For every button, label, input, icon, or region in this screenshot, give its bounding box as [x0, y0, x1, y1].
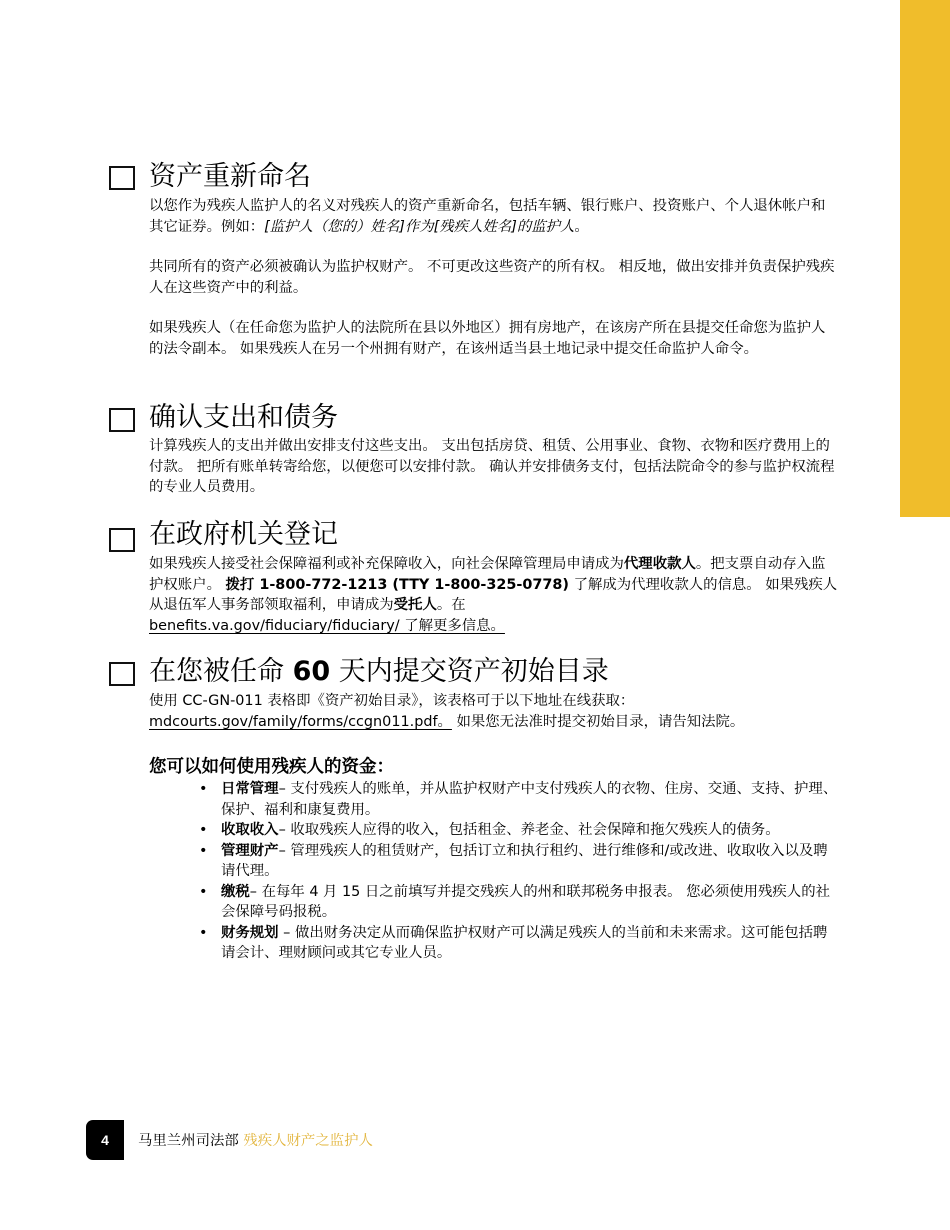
bullet-icon: •	[199, 924, 208, 941]
footer-doc-title: 残疾人财产之监护人	[243, 1133, 373, 1149]
expenses-checkbox[interactable]	[109, 408, 135, 432]
retitle-paragraph-3: 如果残疾人（在任命您为监护人的法院所在县以外地区）拥有房地产，在该房产所在县提交任命您为监护人的法令副本。 如果残疾人在另一个州拥有财产，在该州适当县土地记录中提交任命监护人命令。	[149, 320, 826, 357]
expenses-heading: 确认支出和债务	[149, 402, 338, 433]
retitle-heading: 资产重新命名	[149, 161, 311, 192]
agencies-heading: 在政府机关登记	[149, 519, 338, 550]
list-item: • 管理财产– 管理残疾人的租赁财产，包括订立和执行租约、进行维修和/或改进、收取收入以及聘请代理。	[199, 842, 828, 879]
accent-side-bar	[900, 0, 950, 517]
bullet-icon: •	[199, 842, 208, 859]
footer-text	[138, 1131, 373, 1151]
list-item: • 收取收入– 收取残疾人应得的收入，包括租金、养老金、社会保障和拖欠残疾人的债务。	[199, 820, 839, 841]
list-item: • 财务规划 – 做出财务决定从而确保监护权财产可以满足残疾人的当前和未来需求。这可能包括聘请会计、理财顾问或其它专业人员。	[199, 924, 828, 961]
expenses-body	[149, 436, 839, 498]
agencies-paragraph: 如果残疾人接受社会保障福利或补充保障收入，向社会保障管理局申请成为代理收款人。把支票自动存入监护权账户。 拨打 1-800-772-1213 (TTY 1-800-325-0778) 了解成为代理收款人的信息。 如果残疾人从退伍军人事务部领取福利，申请成为受托人。在 benefits.va.gov/fiduciary/fiduciary/ 了解更多信息。	[149, 556, 838, 634]
ccgn011-form-link[interactable]: mdcourts.gov/family/forms/ccgn011.pdf。	[149, 713, 452, 730]
page-number-tab	[86, 1120, 124, 1160]
inventory-checkbox[interactable]	[109, 662, 135, 686]
inventory-heading: 在您被任命 60 天内提交资产初始目录	[149, 656, 609, 687]
retitle-paragraph-1: 以您作为残疾人监护人的名义对残疾人的资产重新命名，包括车辆、银行账户、投资账户、个人退休帐户和其它证券。例如：[监护人（您的）姓名]作为[残疾人姓名]的监护人。	[149, 198, 826, 235]
bullet-icon: •	[199, 822, 208, 838]
page-number: 4	[101, 1132, 109, 1148]
retitle-checkbox[interactable]	[109, 166, 135, 190]
agencies-checkbox[interactable]	[109, 528, 135, 552]
bullet-icon: •	[199, 781, 208, 797]
inventory-paragraph: 使用 CC-GN-011 表格即《资产初始目录》，该表格可于以下地址在线获取： mdcourts.gov/family/forms/ccgn011.pdf。 如果您无法准时提交初始目录，请告知法院。	[149, 693, 745, 730]
representative-payee-term: 代理收款人	[623, 556, 696, 572]
list-item: • 缴税– 在每年 4 月 15 日之前填写并提交残疾人的州和联邦税务申报表。 您必须使用残疾人的社会保障号码报税。	[199, 883, 830, 920]
footer-org: 马里兰州司法部	[138, 1133, 239, 1149]
uses-heading: 您可以如何使用残疾人的资金：	[149, 757, 394, 777]
agencies-body	[149, 554, 839, 636]
fiduciary-term: 受托人	[393, 597, 437, 613]
ssa-phone-number: 拨打 1-800-772-1213 (TTY 1-800-325-0778)	[225, 576, 570, 593]
list-item: • 日常管理– 支付残疾人的账单，并从监护权财产中支付残疾人的衣物、住房、交通、支持、护理、保护、福利和康复费用。	[199, 781, 838, 818]
retitle-body	[149, 196, 839, 359]
expenses-paragraph: 计算残疾人的支出并做出安排支付这些支出。 支出包括房贷、租赁、公用事业、食物、衣物和医疗费用上的付款。 把所有账单转寄给您，以便您可以安排付款。 确认并安排债务支付，包括法院命令的参与监护权流程的专业人员费用。	[149, 438, 835, 495]
bullet-icon: •	[199, 883, 208, 900]
va-fiduciary-link[interactable]: benefits.va.gov/fiduciary/fiduciary/ 了解更多信息。	[149, 617, 505, 634]
uses-list	[199, 779, 839, 964]
retitle-example: [监护人（您的）姓名]作为[残疾人姓名]的监护人	[264, 218, 575, 235]
retitle-paragraph-2: 共同所有的资产必须被确认为监护权财产。 不可更改这些资产的所有权。 相反地，做出安排并负责保护残疾人在这些资产中的利益。	[149, 259, 835, 296]
inventory-body	[149, 691, 839, 732]
